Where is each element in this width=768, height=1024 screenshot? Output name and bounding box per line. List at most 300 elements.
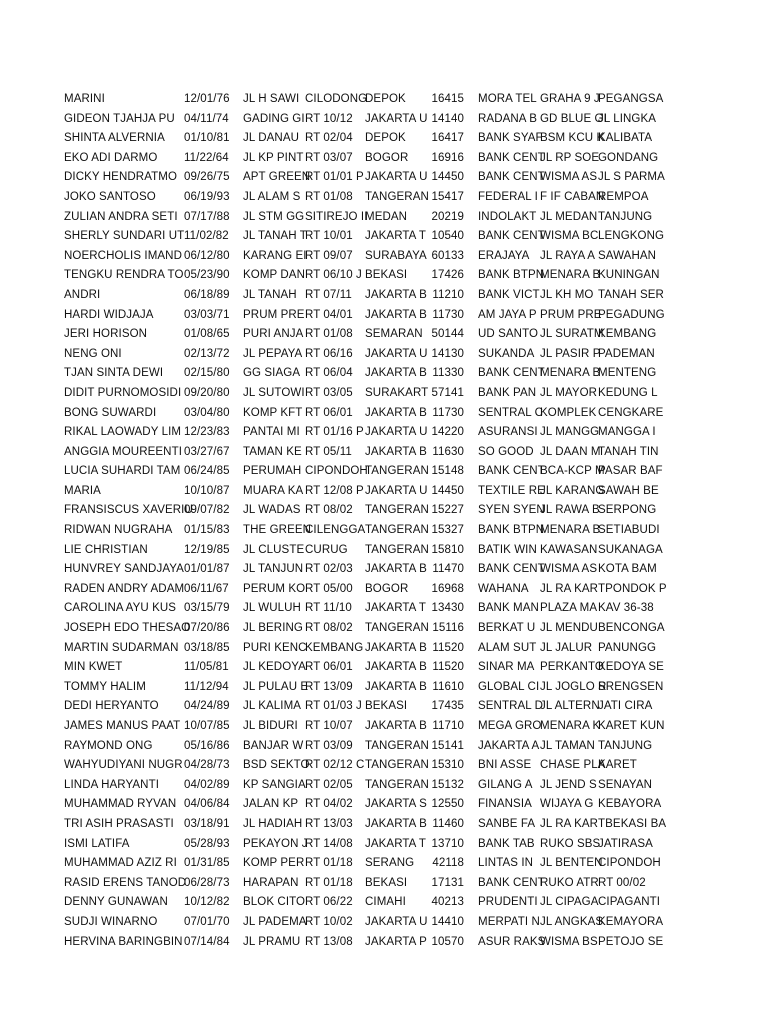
employer-area-cell: KEBAYORA xyxy=(598,796,662,811)
city-cell: JAKARTA T xyxy=(365,600,427,615)
address-detail-cell: RT 13/03 xyxy=(305,815,353,830)
employer-address-cell: GD BLUE GI xyxy=(540,110,607,125)
name-cell: DICKY HENDRATMO xyxy=(64,169,178,184)
employer-area-cell: SUKANAGA xyxy=(598,541,663,556)
birth-date-cell: 10/12/82 xyxy=(184,894,230,909)
name-cell: TOMMY HALIM xyxy=(64,678,146,693)
employer-address-cell: RUKO SBS xyxy=(540,835,601,850)
city-cell: TANGERAN xyxy=(365,541,429,556)
employer-cell: SINAR MA xyxy=(478,659,535,674)
table-row xyxy=(0,344,768,364)
employer-area-cell: TANAH SER xyxy=(598,286,664,301)
address-cell: JL TANAH T xyxy=(243,228,307,243)
employer-area-cell: GONDANG xyxy=(598,149,659,164)
table-row xyxy=(0,363,768,383)
birth-date-cell: 11/02/82 xyxy=(184,228,229,243)
employer-cell: JAKARTA A xyxy=(478,737,540,752)
address-cell: JL KALIMA xyxy=(243,698,302,713)
birth-date-cell: 01/15/83 xyxy=(184,522,230,537)
name-cell: TJAN SINTA DEWI xyxy=(64,365,164,380)
birth-date-cell: 09/07/82 xyxy=(184,502,230,517)
city-cell: TANGERAN xyxy=(365,188,429,203)
employer-area-cell: PEGADUNG xyxy=(598,306,665,321)
address-cell: PERUMAH xyxy=(243,463,302,478)
employer-address-cell: WISMA BS xyxy=(540,933,598,948)
employer-cell: SO GOOD xyxy=(478,443,534,458)
birth-date-cell: 02/13/72 xyxy=(184,345,230,360)
birth-date-cell: 05/28/93 xyxy=(184,835,230,850)
birth-date-cell: 07/20/86 xyxy=(184,620,230,635)
address-detail-cell: RT 01/08 xyxy=(305,188,353,203)
address-detail-cell: RT 01/03 J xyxy=(305,698,362,713)
name-cell: DIDIT PURNOMOSIDI xyxy=(64,384,182,399)
employer-cell: BANK BTPN xyxy=(478,267,545,282)
postal-code-cell: 15417 xyxy=(431,188,464,203)
address-detail-cell: RT 10/02 xyxy=(305,913,353,928)
city-cell: JAKARTA B xyxy=(365,443,427,458)
employer-cell: LINTAS IN xyxy=(478,855,534,870)
table-row xyxy=(0,246,768,266)
name-cell: TENGKU RENDRA TO xyxy=(64,267,184,282)
employer-address-cell: JL MANGG xyxy=(540,424,600,439)
city-cell: JAKARTA S xyxy=(365,796,427,811)
city-cell: JAKARTA B xyxy=(365,404,427,419)
name-cell: LIE CHRISTIAN xyxy=(64,541,148,556)
employer-area-cell: SETIABUDI xyxy=(598,522,660,537)
address-cell: JL CLUSTE xyxy=(243,541,305,556)
table-row xyxy=(0,559,768,579)
employer-address-cell: WISMA AS xyxy=(540,169,598,184)
postal-code-cell: 60133 xyxy=(431,247,464,262)
employer-cell: BANK CENT xyxy=(478,149,545,164)
city-cell: TANGERAN xyxy=(365,757,429,772)
table-row xyxy=(0,109,768,129)
address-detail-cell: RT 11/10 xyxy=(305,600,352,615)
address-detail-cell: RT 01/18 xyxy=(305,874,353,889)
table-row xyxy=(0,500,768,520)
employer-address-cell: KOMPLEK xyxy=(540,404,597,419)
address-detail-cell: RT 08/02 xyxy=(305,502,353,517)
birth-date-cell: 04/11/74 xyxy=(184,110,229,125)
name-cell: WAHYUDIYANI NUGR xyxy=(64,757,183,772)
city-cell: JAKARTA U xyxy=(365,345,428,360)
birth-date-cell: 03/15/79 xyxy=(184,600,230,615)
city-cell: JAKARTA B xyxy=(365,678,427,693)
employer-area-cell: JL LINGKA xyxy=(598,110,657,125)
employer-address-cell: PLAZA MA xyxy=(540,600,598,615)
table-row xyxy=(0,775,768,795)
birth-date-cell: 05/23/90 xyxy=(184,267,230,282)
employer-address-cell: GRAHA 9 J xyxy=(540,91,600,105)
table-row xyxy=(0,853,768,873)
address-detail-cell: RT 02/03 xyxy=(305,561,353,576)
address-detail-cell: RT 04/02 xyxy=(305,796,353,811)
birth-date-cell: 05/16/86 xyxy=(184,737,230,752)
table-row xyxy=(0,932,768,952)
employer-address-cell: JL CIPAGA xyxy=(540,894,599,909)
name-cell: NOERCHOLIS IMAND xyxy=(64,247,183,262)
employer-cell: GLOBAL CI xyxy=(478,678,540,693)
address-detail-cell: RT 01/08 xyxy=(305,326,353,341)
employer-address-cell: MENARA B xyxy=(540,522,601,537)
address-cell: GG SIAGA xyxy=(243,365,301,380)
birth-date-cell: 01/31/85 xyxy=(184,855,230,870)
employer-address-cell: PERKANTO xyxy=(540,659,604,674)
table-row xyxy=(0,873,768,893)
employer-cell: FINANSIA xyxy=(478,796,532,811)
address-cell: HARAPAN xyxy=(243,874,299,889)
postal-code-cell: 15327 xyxy=(431,522,464,537)
birth-date-cell: 09/26/75 xyxy=(184,169,230,184)
address-detail-cell: CURUG xyxy=(305,541,348,556)
employer-cell: BANK CENT xyxy=(478,169,545,184)
name-cell: LUCIA SUHARDI TAM xyxy=(64,463,181,478)
postal-code-cell: 11730 xyxy=(432,306,464,321)
address-detail-cell: SITIREJO II xyxy=(305,208,368,223)
city-cell: JAKARTA T xyxy=(365,835,427,850)
postal-code-cell: 14410 xyxy=(431,913,464,928)
employer-area-cell: PETOJO SE xyxy=(598,933,664,948)
birth-date-cell: 12/01/76 xyxy=(184,91,230,105)
name-cell: MARTIN SUDARMAN xyxy=(64,639,179,654)
employer-cell: BATIK WIN xyxy=(478,541,537,556)
address-detail-cell: RT 01/16 P xyxy=(305,424,364,439)
employer-address-cell: MENARA B xyxy=(540,365,601,380)
employer-cell: BANK TAB xyxy=(478,835,535,850)
birth-date-cell: 06/19/93 xyxy=(184,188,230,203)
city-cell: JAKARTA B xyxy=(365,561,427,576)
address-cell: GADING GI xyxy=(243,110,305,125)
city-cell: BEKASI xyxy=(365,874,408,889)
name-cell: MUHAMMAD RYVAN xyxy=(64,796,177,811)
name-cell: LINDA HARYANTI xyxy=(64,776,160,791)
postal-code-cell: 15132 xyxy=(431,776,464,791)
employer-address-cell: JL RP SOE xyxy=(540,149,600,164)
postal-code-cell: 11710 xyxy=(432,718,464,732)
employer-area-cell: JATI CIRA xyxy=(598,698,653,713)
table-row xyxy=(0,696,768,716)
table-row xyxy=(0,305,768,325)
name-cell: EKO ADI DARMO xyxy=(64,149,158,164)
postal-code-cell: 13430 xyxy=(431,600,464,615)
table-row xyxy=(0,403,768,423)
table-row xyxy=(0,618,768,638)
employer-cell: SANBE FA xyxy=(478,815,536,830)
employer-cell: BANK VICT xyxy=(478,286,540,301)
employer-address-cell: MENARA K xyxy=(540,718,601,732)
address-cell: JL BERING xyxy=(243,620,303,635)
city-cell: BEKASI xyxy=(365,267,408,282)
address-cell: PRUM PRE xyxy=(243,306,305,321)
address-detail-cell: RT 02/04 xyxy=(305,130,353,145)
employer-address-cell: JL KARANG xyxy=(540,482,605,497)
employer-address-cell: JL ANGKAS xyxy=(540,913,604,928)
postal-code-cell: 11210 xyxy=(432,286,464,301)
name-cell: SUDJI WINARNO xyxy=(64,913,158,928)
postal-code-cell: 17426 xyxy=(431,267,464,282)
table-row xyxy=(0,540,768,560)
name-cell: DENNY GUNAWAN xyxy=(64,894,168,909)
city-cell: TANGERAN xyxy=(365,463,429,478)
table-row xyxy=(0,755,768,775)
address-cell: JL KEDOYA xyxy=(243,659,306,674)
employer-cell: BANK MAN xyxy=(478,600,539,615)
name-cell: BONG SUWARDI xyxy=(64,404,157,419)
city-cell: SURAKART xyxy=(365,384,429,399)
employer-area-cell: TPONDOK P xyxy=(598,580,667,595)
employer-address-cell: JL MEDAN xyxy=(540,208,598,223)
name-cell: JOSEPH EDO THESAO xyxy=(64,620,191,635)
postal-code-cell: 17131 xyxy=(431,874,464,889)
employer-cell: BANK CENT xyxy=(478,228,545,243)
birth-date-cell: 04/02/89 xyxy=(184,776,230,791)
address-detail-cell: RT 06/01 xyxy=(305,404,353,419)
name-cell: SHERLY SUNDARI UT xyxy=(64,228,185,243)
address-cell: JL PEPAYA xyxy=(243,345,303,360)
employer-cell: WAHANA xyxy=(478,580,529,595)
city-cell: BEKASI xyxy=(365,698,408,713)
city-cell: JAKARTA U xyxy=(365,482,428,497)
birth-date-cell: 06/18/89 xyxy=(184,286,230,301)
employer-area-cell: RT 00/02 xyxy=(598,874,646,889)
employer-area-cell: PADEMAN xyxy=(598,345,655,360)
table-row xyxy=(0,167,768,187)
address-detail-cell: RT 06/10 J xyxy=(305,267,362,282)
address-cell: JL TANJUN xyxy=(243,561,304,576)
employer-cell: BERKAT U xyxy=(478,620,536,635)
address-cell: KOMP PER xyxy=(243,855,305,870)
employer-cell: BANK CENT xyxy=(478,561,545,576)
address-cell: KOMP DAN xyxy=(243,267,306,282)
birth-date-cell: 01/10/81 xyxy=(184,130,230,145)
address-cell: JL TANAH xyxy=(243,286,297,301)
employer-area-cell: KOTA BAM xyxy=(598,561,657,576)
address-cell: JL KP PINT xyxy=(243,149,304,164)
address-cell: JL H SAWI xyxy=(243,91,300,105)
postal-code-cell: 11330 xyxy=(432,365,464,380)
employer-cell: SUKANDA xyxy=(478,345,535,360)
name-cell: DEDI HERYANTO xyxy=(64,698,159,713)
address-cell: PANTAI MI xyxy=(243,424,300,439)
postal-code-cell: 11460 xyxy=(432,815,464,830)
employer-cell: MORA TEL xyxy=(478,91,537,105)
birth-date-cell: 03/27/67 xyxy=(184,443,230,458)
employer-area-cell: CENGKARE xyxy=(598,404,664,419)
employer-area-cell: SAWAHAN xyxy=(598,247,657,262)
city-cell: CIMAHI xyxy=(365,894,406,909)
city-cell: DEPOK xyxy=(365,91,406,105)
birth-date-cell: 10/07/85 xyxy=(184,718,230,732)
employer-address-cell: JL ALTERN xyxy=(540,698,600,713)
city-cell: BOGOR xyxy=(365,149,409,164)
employer-cell: AM JAYA P xyxy=(478,306,537,321)
employer-area-cell: PANUNGG xyxy=(598,639,657,654)
employer-address-cell: JL RAYA A xyxy=(540,247,596,262)
birth-date-cell: 07/14/84 xyxy=(184,933,230,948)
postal-code-cell: 10570 xyxy=(431,933,464,948)
address-cell: JL DANAU xyxy=(243,130,300,145)
employer-area-cell: CIPAGANTI xyxy=(598,894,661,909)
table-row xyxy=(0,520,768,540)
birth-date-cell: 03/18/91 xyxy=(184,815,230,830)
employer-area-cell: SRENGSEN xyxy=(598,678,664,693)
postal-code-cell: 17435 xyxy=(431,698,464,713)
postal-code-cell: 12550 xyxy=(431,796,464,811)
name-cell: ANDRI xyxy=(64,286,101,301)
address-cell: JL STM GG xyxy=(243,208,305,223)
employer-area-cell: JL S PARMA xyxy=(598,169,665,184)
table-row xyxy=(0,383,768,403)
employer-area-cell: KALIBATA xyxy=(598,130,653,145)
postal-code-cell: 11520 xyxy=(432,659,464,674)
address-cell: JL WULUH xyxy=(243,600,301,615)
address-detail-cell: RT 06/04 xyxy=(305,365,353,380)
birth-date-cell: 11/05/81 xyxy=(184,659,229,674)
employer-address-cell: JL RA KAR xyxy=(540,815,599,830)
name-cell: RIKAL LAOWADY LIM xyxy=(64,424,182,439)
name-cell: ZULIAN ANDRA SETI xyxy=(64,208,178,223)
postal-code-cell: 15141 xyxy=(431,737,464,752)
employer-cell: TEXTILE RE xyxy=(478,482,545,497)
employer-cell: ALAM SUT xyxy=(478,639,537,654)
birth-date-cell: 06/24/85 xyxy=(184,463,230,478)
employer-address-cell: JL MENDU xyxy=(540,620,598,635)
address-cell: MUARA KA xyxy=(243,482,304,497)
postal-code-cell: 15310 xyxy=(431,757,464,772)
birth-date-cell: 01/08/65 xyxy=(184,326,230,341)
city-cell: JAKARTA U xyxy=(365,424,428,439)
employer-area-cell: KARET KUN xyxy=(598,718,665,732)
postal-code-cell: 20219 xyxy=(431,208,464,223)
birth-date-cell: 03/18/85 xyxy=(184,639,230,654)
address-cell: BANJAR W xyxy=(243,737,304,752)
table-row xyxy=(0,579,768,599)
city-cell: JAKARTA P xyxy=(365,933,427,948)
city-cell: SEMARAN xyxy=(365,326,423,341)
postal-code-cell: 16417 xyxy=(431,130,464,145)
employer-area-cell: BENCONGA xyxy=(598,620,665,635)
employer-area-cell: KEDUNG L xyxy=(598,384,658,399)
name-cell: MARIA xyxy=(64,482,101,497)
name-cell: JERI HORISON xyxy=(64,326,148,341)
address-cell: JL HADIAH xyxy=(243,815,303,830)
table-row xyxy=(0,226,768,246)
city-cell: TANGERAN xyxy=(365,502,429,517)
employer-address-cell: F IF CABAN xyxy=(540,188,605,203)
birth-date-cell: 11/12/94 xyxy=(184,678,229,693)
employer-address-cell: JL SURATM xyxy=(540,326,604,341)
city-cell: TANGERAN xyxy=(365,776,429,791)
name-cell: ANGGIA MOUREENTI xyxy=(64,443,183,458)
postal-code-cell: 15148 xyxy=(431,463,464,478)
address-detail-cell: RT 05/00 xyxy=(305,580,353,595)
address-detail-cell: RT 05/11 xyxy=(305,443,352,458)
address-cell: BLOK CITO xyxy=(243,894,306,909)
employer-address-cell: BCA-KCP M xyxy=(540,463,605,478)
employer-cell: MEGA GRO xyxy=(478,718,542,732)
postal-code-cell: 57141 xyxy=(431,384,464,399)
employer-area-cell: SAWAH BE xyxy=(598,482,659,497)
birth-date-cell: 12/19/85 xyxy=(184,541,230,556)
address-cell: JL WADAS xyxy=(243,502,301,517)
city-cell: JAKARTA B xyxy=(365,639,427,654)
birth-date-cell: 11/22/64 xyxy=(184,149,229,164)
address-cell: PURI ANJA xyxy=(243,326,304,341)
address-cell: TAMAN KE xyxy=(243,443,302,458)
spreadsheet-table xyxy=(0,89,768,951)
employer-cell: UD SANTO xyxy=(478,326,539,341)
address-cell: KOMP KFT xyxy=(243,404,303,419)
employer-area-cell: KEDOYA SE xyxy=(598,659,664,674)
address-cell: KARANG EI xyxy=(243,247,307,262)
employer-cell: BNI ASSE xyxy=(478,757,532,772)
name-cell: FRANSISCUS XAVERIU xyxy=(64,502,193,517)
employer-address-cell: JL PASIR P xyxy=(540,345,601,360)
city-cell: JAKARTA B xyxy=(365,815,427,830)
address-detail-cell: RT 02/05 xyxy=(305,776,353,791)
employer-cell: BANK PAN xyxy=(478,384,537,399)
employer-cell: PRUDENTI xyxy=(478,894,538,909)
address-detail-cell: RT 06/22 xyxy=(305,894,353,909)
employer-cell: FEDERAL I xyxy=(478,188,538,203)
name-cell: GIDEON TJAHJA PU xyxy=(64,110,175,125)
address-cell: JL BIDURI xyxy=(243,718,298,732)
address-detail-cell: RT 13/09 xyxy=(305,678,353,693)
birth-date-cell: 04/28/73 xyxy=(184,757,230,772)
employer-area-cell: CIPONDOH xyxy=(598,855,661,870)
birth-date-cell: 01/01/87 xyxy=(184,561,230,576)
address-cell: BSD SEKTO xyxy=(243,757,310,772)
table-row xyxy=(0,442,768,462)
employer-address-cell: BSM KCU K xyxy=(540,130,605,145)
table-row xyxy=(0,814,768,834)
employer-area-cell: PASAR BAF xyxy=(598,463,663,478)
postal-code-cell: 16916 xyxy=(431,149,464,164)
name-cell: HARDI WIDJAJA xyxy=(64,306,154,321)
employer-cell: BANK BTPN xyxy=(478,522,545,537)
city-cell: JAKARTA B xyxy=(365,286,427,301)
postal-code-cell: 16968 xyxy=(431,580,464,595)
employer-address-cell: MENARA B xyxy=(540,267,601,282)
city-cell: SERANG xyxy=(365,855,415,870)
name-cell: RADEN ANDRY ADAM xyxy=(64,580,185,595)
table-row xyxy=(0,912,768,932)
table-row xyxy=(0,892,768,912)
employer-address-cell: JL RA KAR xyxy=(540,580,599,595)
postal-code-cell: 11520 xyxy=(432,639,464,654)
address-detail-cell: RT 04/01 xyxy=(305,306,353,321)
name-cell: MARINI xyxy=(64,91,105,105)
employer-area-cell: KARET xyxy=(598,757,637,772)
birth-date-cell: 06/28/73 xyxy=(184,874,230,889)
city-cell: TANGERAN xyxy=(365,522,429,537)
table-row xyxy=(0,794,768,814)
address-detail-cell: CILENGGA xyxy=(305,522,366,537)
employer-area-cell: TANJUNG xyxy=(598,737,653,752)
address-detail-cell: RT 06/01 xyxy=(305,659,353,674)
birth-date-cell: 03/03/71 xyxy=(184,306,230,321)
table-row xyxy=(0,207,768,227)
postal-code-cell: 14450 xyxy=(431,482,464,497)
employer-address-cell: JL JEND S xyxy=(540,776,597,791)
employer-area-cell: MANGGA I xyxy=(598,424,656,439)
name-cell: MIN KWET xyxy=(64,659,123,674)
address-detail-cell: CILODONG xyxy=(305,91,368,105)
birth-date-cell: 06/12/80 xyxy=(184,247,230,262)
postal-code-cell: 11730 xyxy=(432,404,464,419)
address-detail-cell: RT 02/12 C xyxy=(305,757,365,772)
table-row xyxy=(0,265,768,285)
